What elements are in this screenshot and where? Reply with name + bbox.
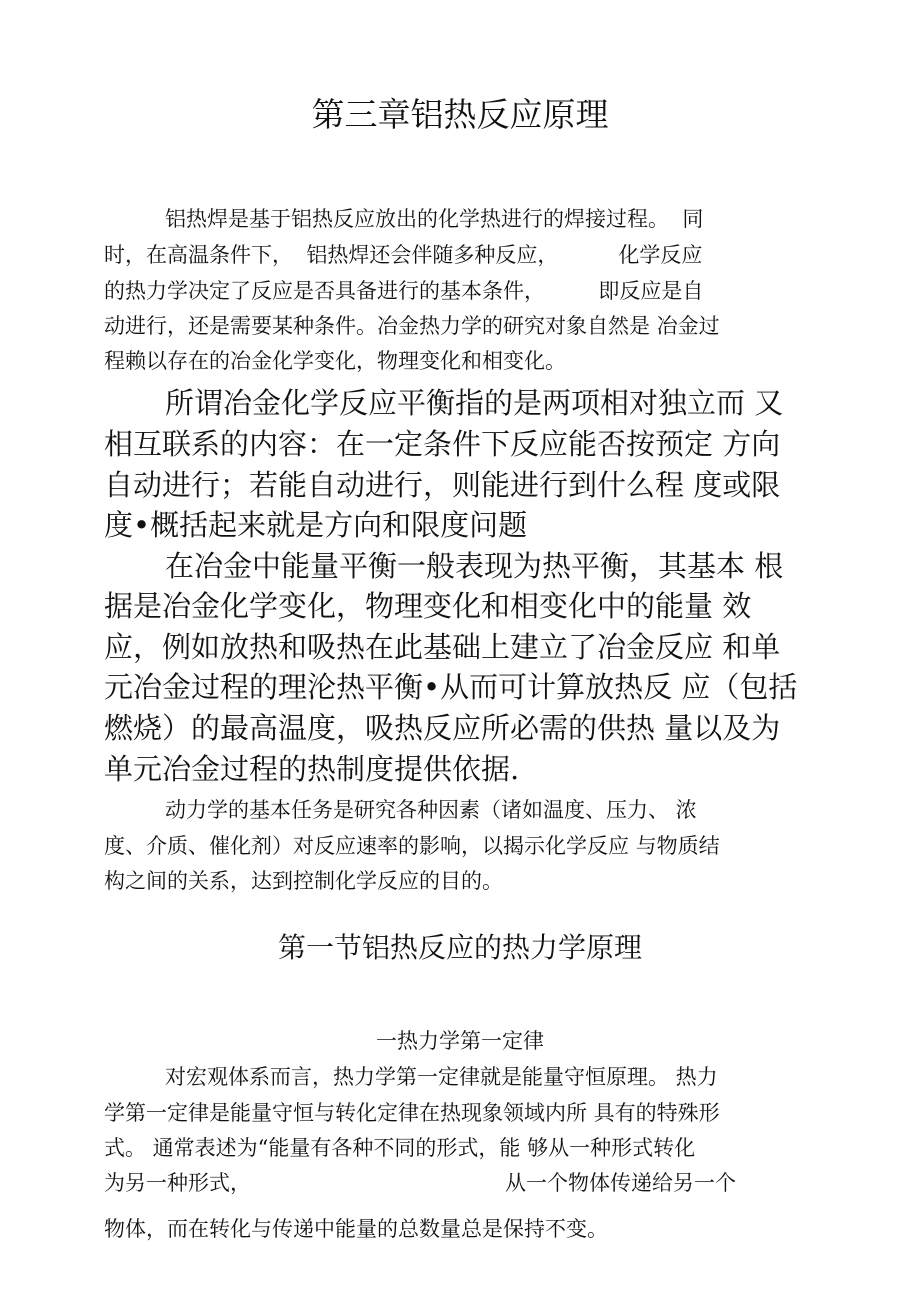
paragraph-line: 度、介质、催化剂）对反应速率的影响，以揭示化学反应 与物质结: [104, 834, 720, 858]
paragraph-line: 动进行，还是需要某种条件。冶金热力学的研究对象自然是 冶金过: [104, 314, 720, 338]
paragraph-line: 式。 通常表述为“能量有各种不同的形式，能 够从一种形式转化: [104, 1136, 696, 1160]
section-title: 第一节铝热反应的热力学原理: [277, 931, 642, 964]
paragraph-line: 从一个物体传递给另一个: [505, 1171, 736, 1195]
paragraph-line: 铝热焊是基于铝热反应放出的化学热进行的焊接过程。 同: [165, 207, 704, 231]
paragraph-line: 应，例如放热和吸热在此基础上建立了冶金反应 和单: [104, 630, 781, 664]
paragraph-line: 的热力学决定了反应是否具备进行的基本条件， 即反应是自: [104, 279, 704, 303]
paragraph-line: 据是冶金化学变化，物理变化和相变化中的能量 效: [104, 589, 752, 623]
paragraph-line: 所谓冶金化学反应平衡指的是两项相对独立而 又: [165, 386, 784, 420]
subsection-title: 一热力学第一定律: [376, 1029, 544, 1053]
paragraph-line: 动力学的基本任务是研究各种因素（诸如温度、压力、 浓: [165, 798, 697, 822]
paragraph-line: 单元冶金过程的热制度提供依据.: [104, 752, 520, 786]
paragraph-line: 对宏观体系而言，热力学第一定律就是能量守恒原理。 热力: [165, 1065, 718, 1089]
paragraph-line: 时，在高温条件下， 铝热焊还会伴随多种反应， 化学反应: [104, 243, 703, 267]
paragraph-line: 元冶金过程的理沦热平衡•从而可计算放热反 应（包括: [104, 670, 798, 704]
paragraph-line: 在冶金中能量平衡一般表现为热平衡，其基本 根: [165, 549, 784, 583]
paragraph-line: 程赖以存在的冶金化学变化，物理变化和相变化。: [104, 349, 566, 373]
paragraph-line: 构之间的关系，达到控制化学反应的目的。: [104, 869, 503, 893]
chapter-title: 第三章铝热反应原理: [311, 95, 609, 134]
paragraph-line: 度•概括起来就是方向和限度问题: [104, 508, 528, 542]
paragraph-line: 自动进行；若能自动进行，则能进行到什么程 度或限: [104, 468, 781, 502]
paragraph-line: 学第一定律是能量守恒与转化定律在热现象领域内所 具有的特殊形: [104, 1101, 720, 1125]
paragraph-line: 为另一种形式，: [104, 1171, 251, 1195]
paragraph-line: 相互联系的内容：在一定条件下反应能否按预定 方向: [104, 427, 781, 461]
paragraph-line: 物体，而在转化与传递中能量的总数量总是保持不变。: [104, 1217, 608, 1241]
paragraph-line: 燃烧）的最高温度，吸热反应所必需的供热 量以及为: [104, 711, 781, 745]
